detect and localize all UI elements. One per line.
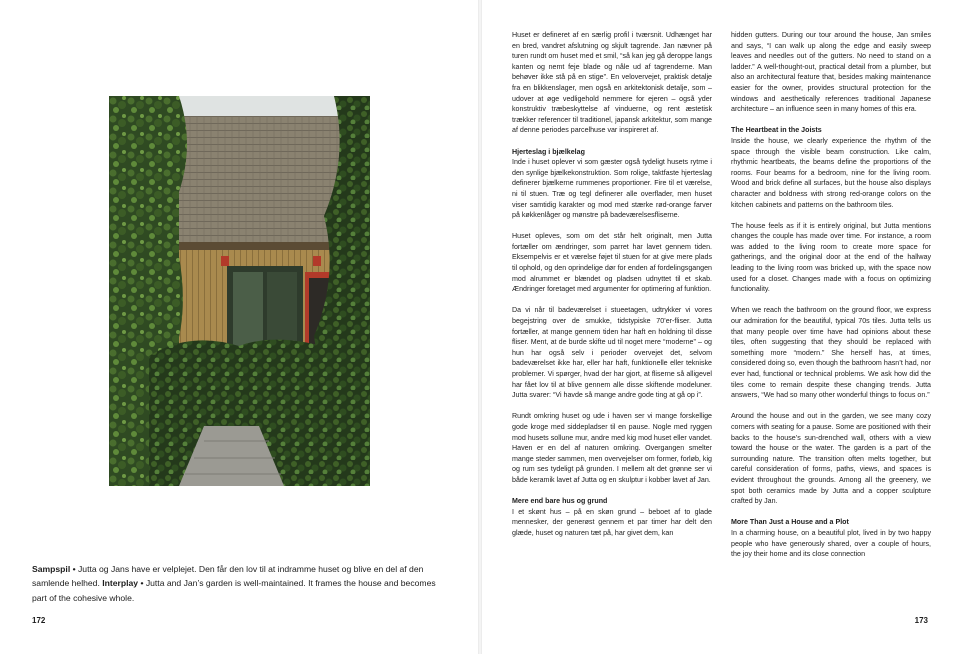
body-paragraph: Inde i huset oplever vi som gæster også tydeligt husets rytme i den synlige bjælkekonstruktion. Som rolige, taktfaste hjerteslag definerer bjælkerne rummenes proportioner. Fire til et værelse, ni til stuen. Træ og tegl definerer alle overflader, men huset viser samtidig karakter og mod med stærke rød-orange farver på køkkenlåger og mønstre på badeværelsesfliserne.	[512, 158, 712, 220]
section-heading: More Than Just a House and a Plot	[731, 518, 849, 527]
caption-danish-text: Jutta og Jans have er velplejet. Den får den lov til at indramme huset og blive en del af den samlende helhed.	[32, 564, 424, 589]
body-paragraph: In a charming house, on a beautiful plot, lived in by two happy people who have generously shared, over a couple of hours, the joy their home and its close connection	[731, 528, 931, 559]
body-paragraph: Da vi når til badeværelset i stueetagen, udtrykker vi vores begejstring over de smukke, tidstypiske 70’er-fliser. Jutta fortæller, at mange gennem tiden har haft en holdning til disse fliser. Ment, at de burde skifte ud til noget mere “moderne” – og hun har også selv i perioder overvejet det, selvom badeværelset ikke har, eller har haft, funktionelle eller tekniske problemer. Vi spørger, hvad der har gjort, at fliserne så alligevel har fået lov til at blive gennem alle disse skiftende modeluner. Jutta svarer: “Vi havde så mange andre gode ting at gå op i”.	[512, 306, 712, 400]
page-number-left: 172	[32, 616, 46, 625]
body-paragraph: I et skønt hus – på en skøn grund – beboet af to glade mennesker, der generøst gennem et par timer har delt den glæde, huset og naturen tæt på, har givet dem, kan	[512, 507, 712, 537]
right-page	[482, 0, 960, 654]
section-heading: The Heartbeat in the Joists	[731, 126, 822, 135]
left-page	[0, 0, 478, 654]
caption-english-text: Jutta and Jan’s garden is well-maintained. It frames the house and becomes part of the cohesive whole.	[32, 578, 436, 603]
section-heading: Mere end bare hus og grund	[512, 497, 608, 506]
section-heading: Hjerteslag i bjælkelag	[512, 147, 585, 156]
danish-text-column	[512, 30, 712, 549]
body-paragraph: Huset er defineret af en særlig profil i tværsnit. Udhænget har en bred, vandret afslutning og skjult tagrende. Jan nævner på turen rundt om huset med et smil, “så kan jeg gå deroppe langs kanten og nemt feje blade og nåle ud af tagrenderne. Man behøver ikke stå på en stige”. En velovervejet, praktisk detalje fra en blikkenslager, men også en arkitektonisk detalje, som – udover at øge vedligehold nemmere for ejeren – også yder konstruktiv træbeskyttelse af vinduerne, og rent æstetisk trækker referencer til traditionel, japansk arkitektur, som mange af denne periodes parcelhuse var inspireret af.	[512, 31, 712, 135]
caption-danish-title: Sampspil •	[32, 564, 76, 574]
photo-caption	[32, 562, 450, 605]
english-text-column	[731, 30, 931, 570]
body-paragraph: hidden gutters. During our tour around the house, Jan smiles and says, “I can walk up along the edge and easily sweep leaves and needles out of the gutters. No need to stand on a ladder.” A well-thought-out, practical detail from a plumber, but also an architectural feature that, besides making maintenance easier for the owner, provides structural protection for the windows and aesthetically references traditional Japanese architecture – an influence seen in many homes of this era.	[731, 31, 931, 114]
body-paragraph: Around the house and out in the garden, we see many cozy corners with seating for a pause. Some are positioned with their backs to the house’s sun-drenched wall, others with a view toward the house or the water. The garden is a part of the surrounding nature. The transition often melts together, but careful consideration of forms, paths, views, and spaces is evident throughout the grounds. Among all the greenery, we spot both ceramics made by Jutta and a copper sculpture crafted by Jan.	[731, 412, 931, 506]
house-garden-photo	[109, 96, 370, 486]
caption-english-title: Interplay •	[102, 578, 144, 589]
body-paragraph: When we reach the bathroom on the ground floor, we express our admiration for the beautiful, typical 70s tiles. Jutta tells us that many people over time have had opinions about these tiles, often suggesting that they should be replaced with something more “modern.” She herself has, at times, considered doing so, even though the bathroom hasn’t had, nor ever had, functional or technical problems. We ask how did the tiles come to remain despite these changing trends. Jutta answers, “We had so many other wonderful things to focus on.”	[731, 306, 931, 400]
body-paragraph: Rundt omkring huset og ude i haven ser vi mange forskellige gode kroge med siddepladser til en pause. Nogle med ryggen mod husets sollune mur, andre med kig mod huset eller vandet. Haven er en del af naturen omkring. Overgangen smelter mange steder sammen, men overvejelser om former, forløb, kig og rum ses tydeligt på grunden. I mellem alt det grønne ser vi både keramik lavet af Jutta og en skulptur i kobber lavet af Jan.	[512, 412, 712, 484]
body-paragraph: Huset opleves, som om det står helt originalt, men Jutta fortæller om ændringer, som parret har lavet gennem tiden. Eksempelvis er et værelse føjet til stuen for at give mere plads til ophold, og den oprindelige dør for enden af fordelingsgangen mod alrummet er blændet og pladsen udnyttet til et skab. Ændringer foretaget med argumenter for optimering af funktion.	[512, 232, 712, 294]
body-paragraph: Inside the house, we clearly experience the rhythm of the space through the visible beam construction. Like calm, rhythmic heartbeats, the beams define the proportions of the rooms. Four beams for a bedroom, nine for the living room. Wood and brick define all surfaces, but the house also displays character and boldness with strong red-orange colors on the kitchen cabinets and patterns on the bathroom tiles.	[731, 136, 931, 209]
body-paragraph: The house feels as if it is entirely original, but Jutta mentions changes the couple has made over time. For instance, a room was added to the living room to create more space for gatherings, and the original door at the end of the hallway leading to the living room was bricked up, with the space now used for a closet. Changes made with a focus on optimizing functionality.	[731, 221, 931, 294]
page-number-right: 173	[914, 616, 928, 625]
